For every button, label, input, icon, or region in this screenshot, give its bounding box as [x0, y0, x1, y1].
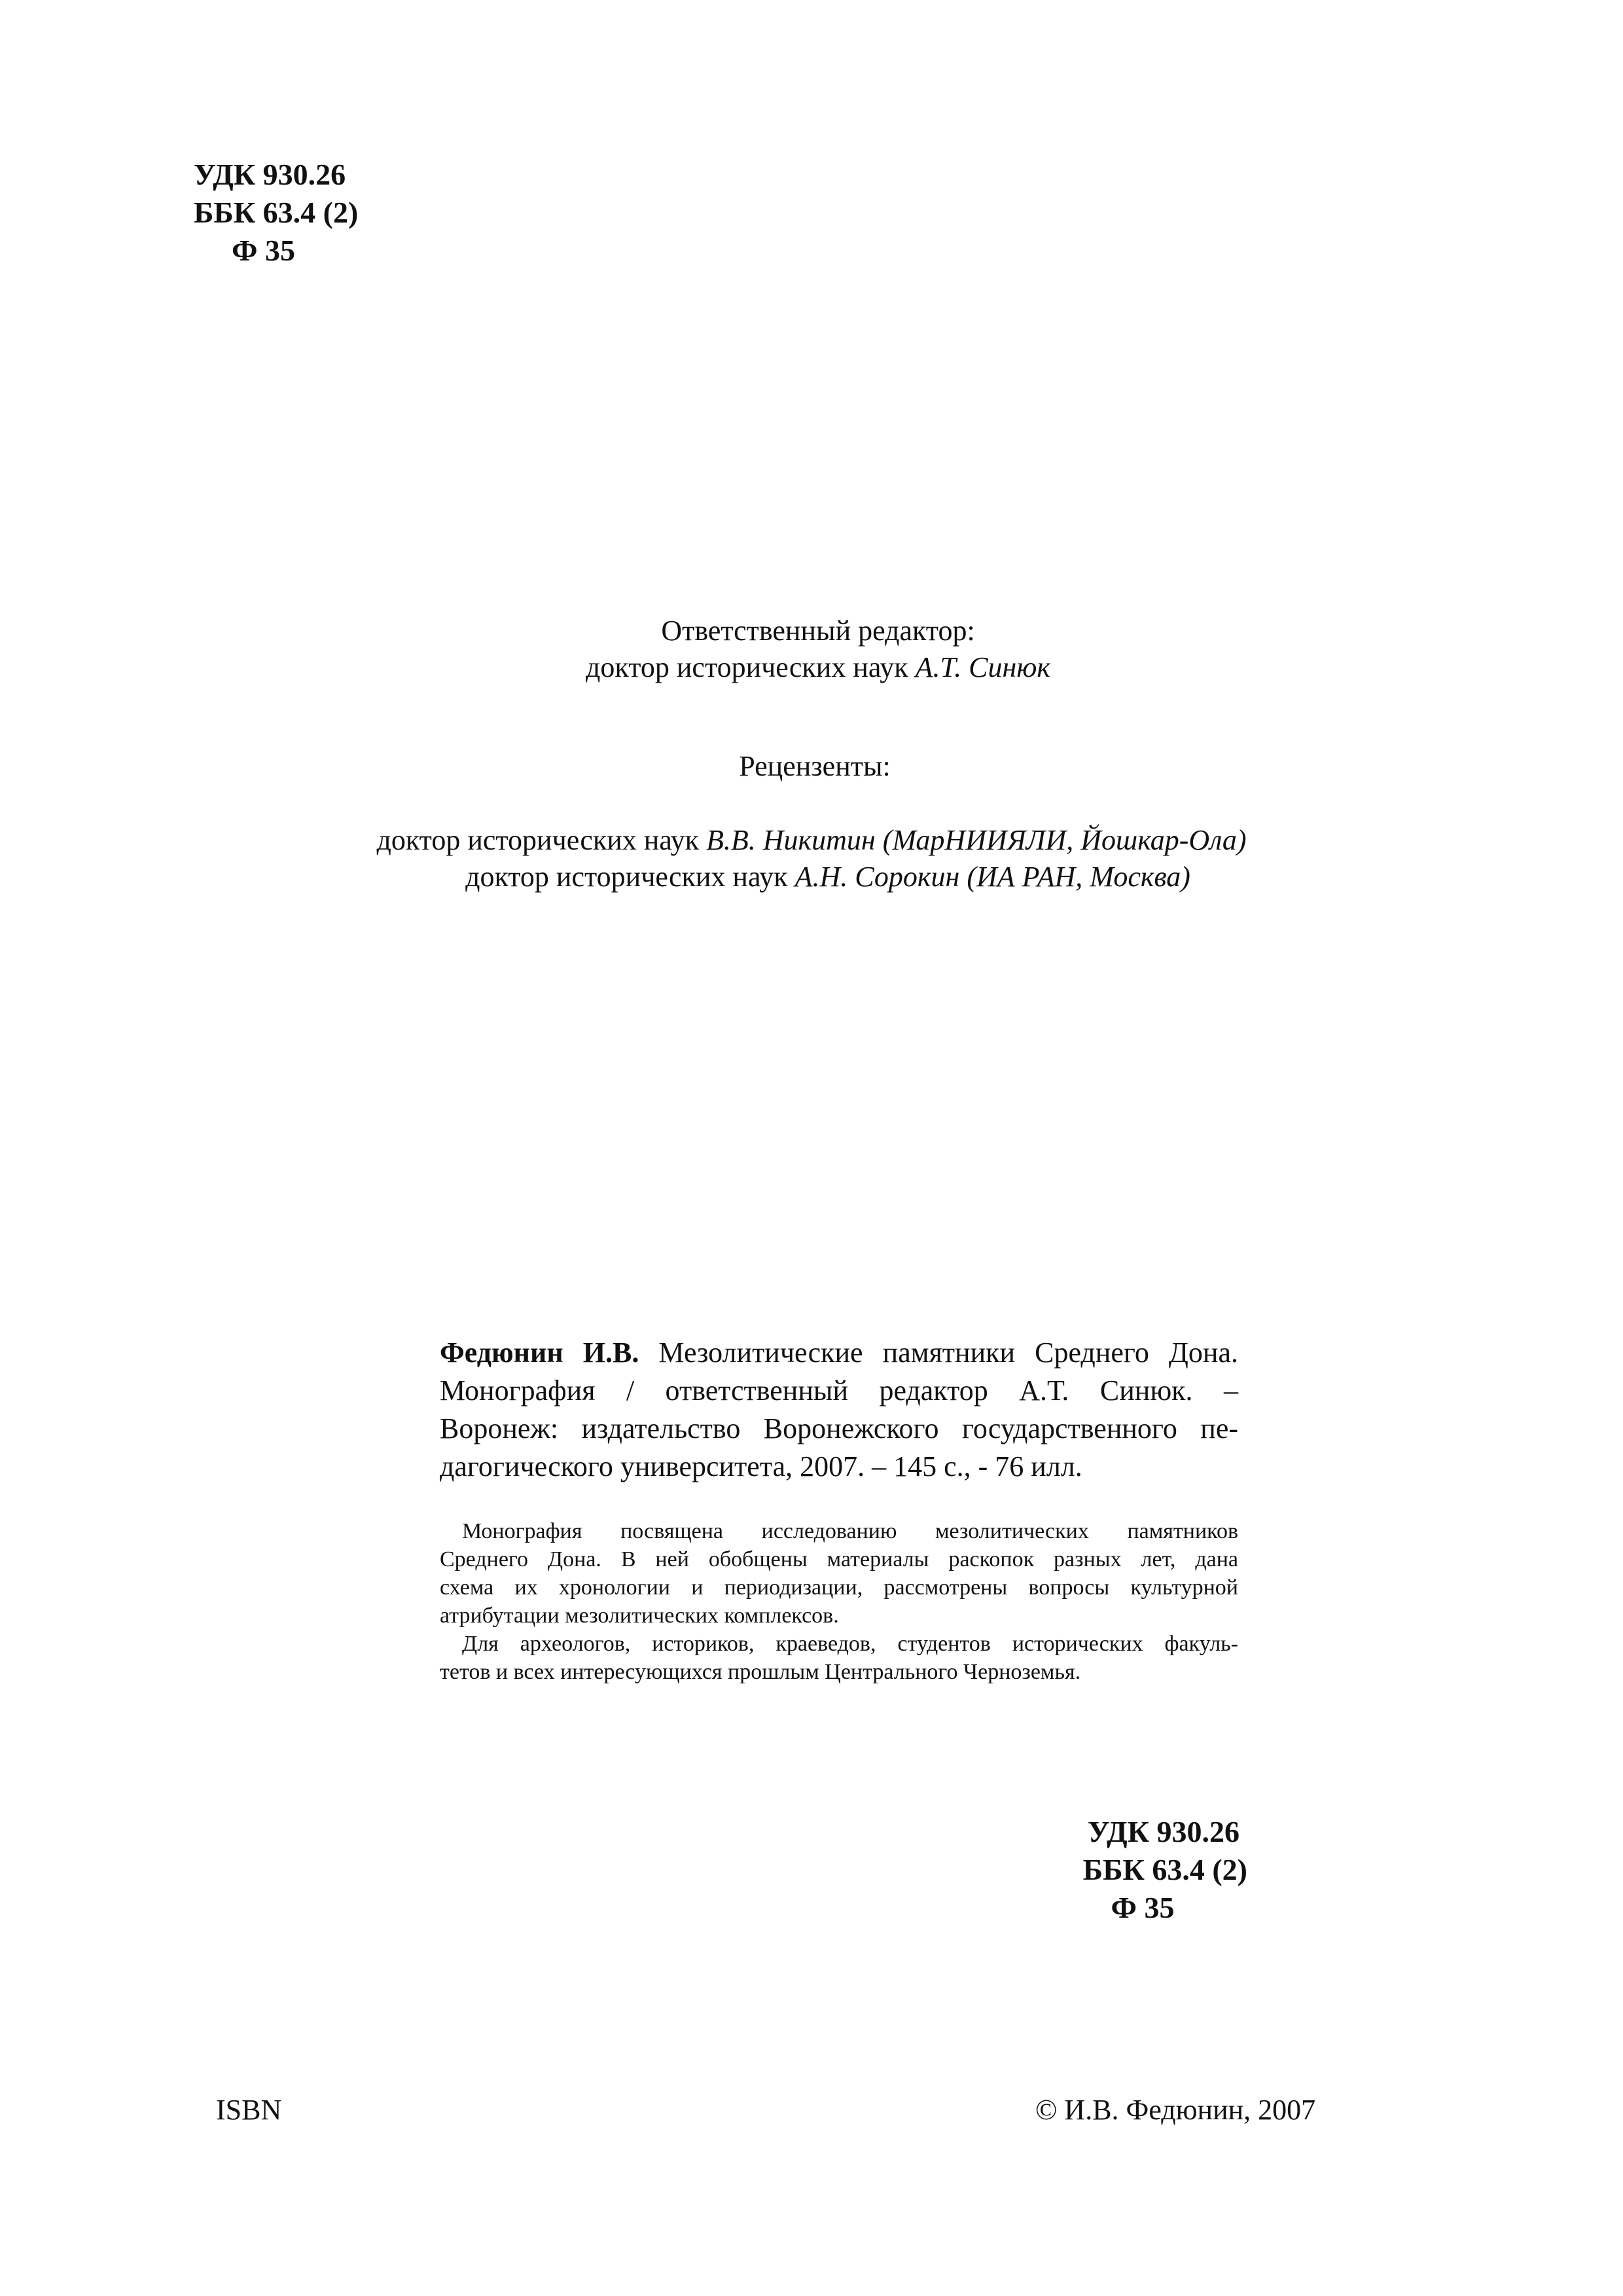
bib-line — [440, 1334, 1238, 1372]
editor-block — [0, 613, 1623, 686]
bibliographic-entry — [440, 1334, 1238, 1486]
reviewer-name: А.Н. Сорокин (ИА РАН, Москва) — [794, 861, 1190, 893]
bib-line: дагогического университета, 2007. – 145 с., - 76 илл. — [440, 1450, 1082, 1482]
isbn-label: ISBN — [216, 2094, 282, 2126]
annotation-line: Среднего Дона. В ней обобщены материалы раскопок разных лет, дана — [440, 1547, 1238, 1571]
annotation — [440, 1517, 1238, 1686]
classification-codes-top — [194, 156, 403, 270]
reviewer-degree: доктор исторических наук — [376, 824, 700, 856]
reviewer-line — [0, 822, 1623, 859]
reviewers-label: Рецензенты: — [739, 750, 891, 782]
udk-code: УДК 930.26 — [1087, 1815, 1240, 1848]
bib-line: Воронеж: издательство Воронежского государственного пе- — [440, 1412, 1238, 1444]
classification-codes-bottom — [1038, 1813, 1247, 1927]
editor-label: Ответственный редактор: — [661, 615, 975, 647]
editor-line — [0, 649, 1623, 686]
author-sign: Ф 35 — [1111, 1891, 1175, 1924]
annotation-line: тетов и всех интересующихся прошлым Центрального Черноземья. — [440, 1660, 1081, 1684]
udk-code: УДК 930.26 — [194, 158, 346, 191]
copyright-notice: © И.В. Федюнин, 2007 — [1035, 2094, 1316, 2126]
bbk-code: ББК 63.4 (2) — [1082, 1853, 1247, 1886]
editor-degree: доктор исторических наук — [586, 651, 908, 683]
annotation-line: Монография посвящена исследованию мезолитических памятников — [462, 1519, 1238, 1543]
reviewer-degree: доктор исторических наук — [465, 861, 788, 893]
annotation-line: атрибутации мезолитических комплексов. — [440, 1604, 839, 1628]
annotation-line: схема их хронологии и периодизации, рассмотрены вопросы культурной — [440, 1575, 1238, 1600]
reviewer-line — [0, 859, 1623, 895]
author-sign: Ф 35 — [232, 234, 296, 267]
bib-line: Монография / ответственный редактор А.Т. Синюк. – — [440, 1374, 1238, 1407]
editor-name: А.Т. Синюк — [915, 651, 1050, 683]
reviewer-name: В.В. Никитин (МарНИИЯЛИ, Йошкар-Ола) — [706, 824, 1247, 856]
reviewers-list — [0, 822, 1623, 895]
bib-author: Федюнин И.В. — [440, 1336, 639, 1369]
annotation-line: Для археологов, историков, краеведов, студентов исторических факуль- — [462, 1632, 1238, 1656]
bib-text: Мезолитические памятники Среднего Дона. — [658, 1336, 1239, 1369]
bbk-code: ББК 63.4 (2) — [194, 196, 359, 229]
